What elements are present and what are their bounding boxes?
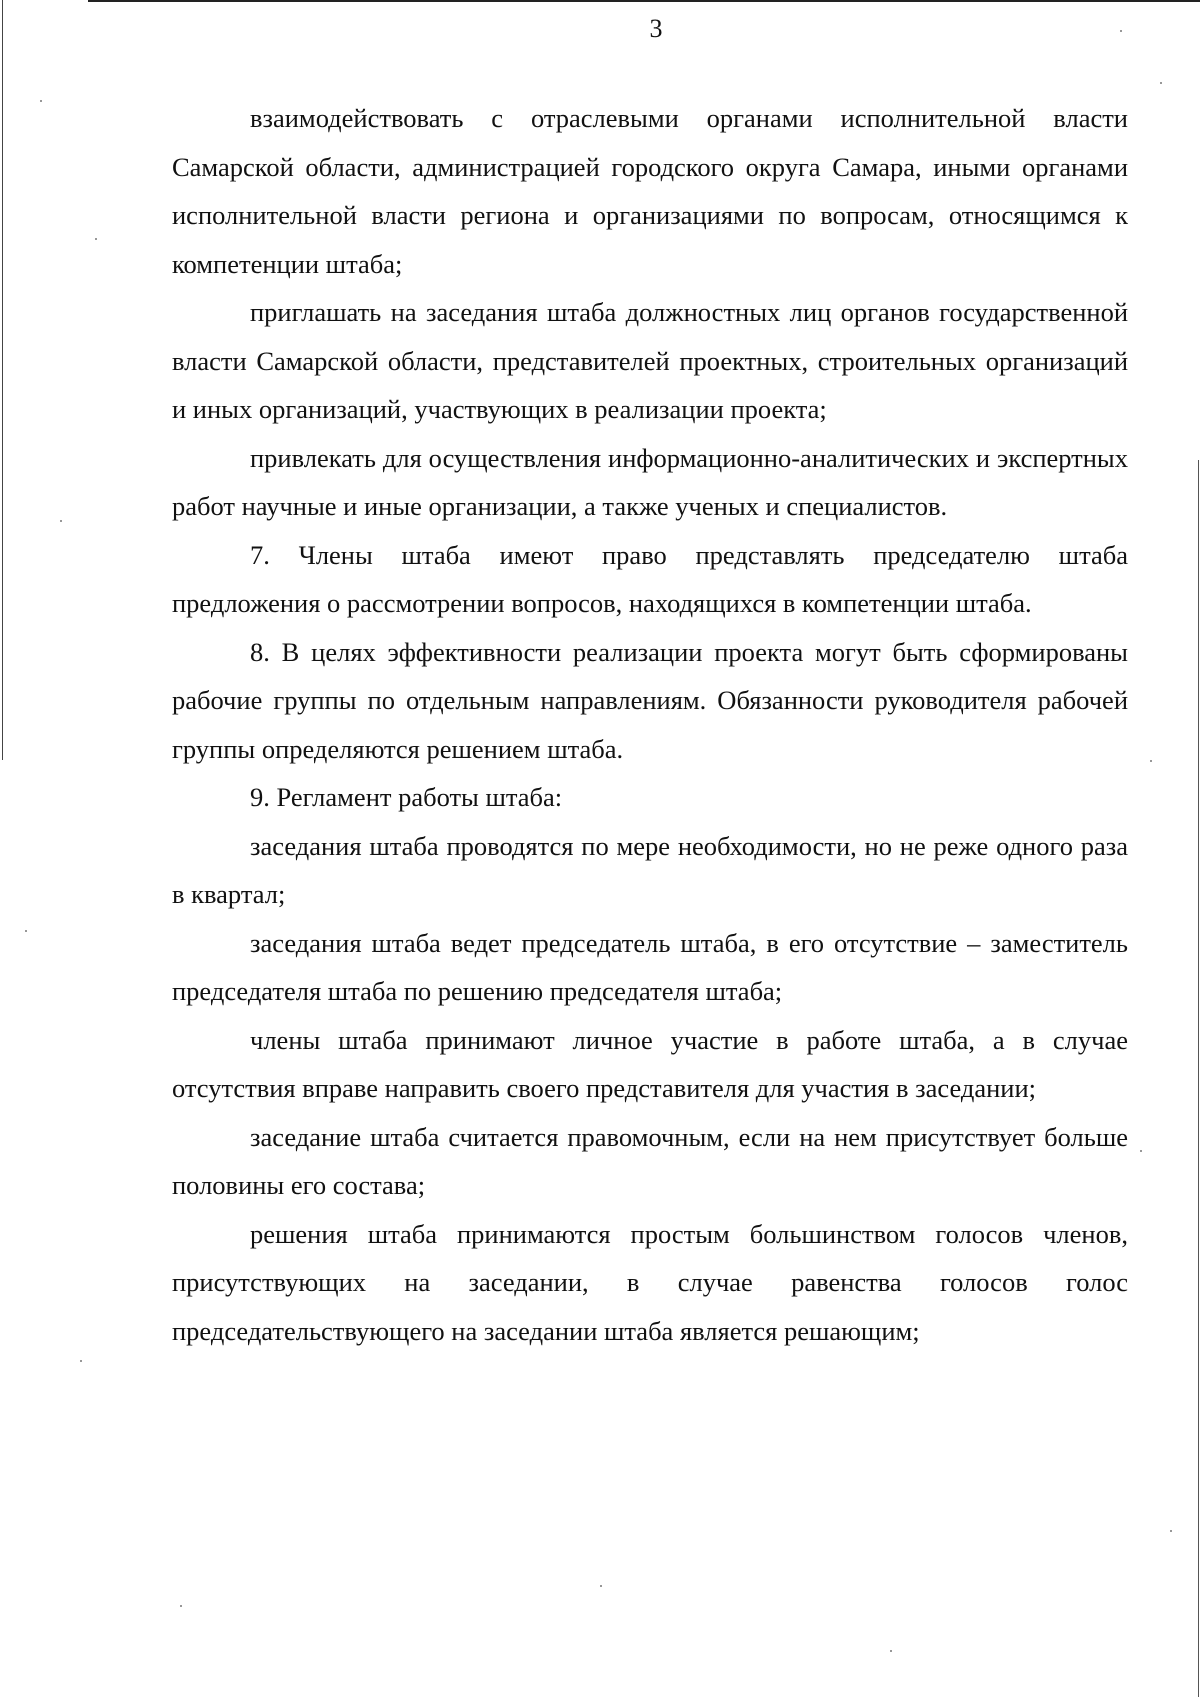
scan-speck <box>1170 1530 1172 1532</box>
scan-speck <box>95 238 97 240</box>
paragraph-engage: привлекать для осуществления информационно-аналитических и экспертных работ научные и иные организации, а также ученых и специалистов. <box>172 442 1128 521</box>
scan-speck <box>1140 1150 1142 1152</box>
scan-speck <box>1160 82 1162 84</box>
scan-speck <box>1120 30 1122 32</box>
paragraph-quorum: заседание штаба считается правомочным, если на нем присутствует больше половины его состава; <box>172 1121 1128 1200</box>
left-border-line <box>2 0 3 760</box>
paragraph-invite: приглашать на заседания штаба должностных лиц органов государственной власти Самарской области, представителей проектных, строительных организаций и иных организаций, участвующих в реализации проекта; <box>172 297 1128 424</box>
paragraph-meetings-chair: заседания штаба ведет председатель штаба, в его отсутствие – заместитель председателя штаба по решению председателя штаба; <box>172 927 1128 1006</box>
paragraph-item-8: 8. В целях эффективности реализации проекта могут быть сформированы рабочие группы по отдельным направлениям. Обязанности руководителя рабочей группы определяются решением штаба. <box>172 636 1128 764</box>
scan-speck <box>25 930 27 932</box>
scan-speck <box>80 1360 82 1362</box>
scan-speck <box>890 1650 892 1652</box>
paragraph-item-9: 9. Регламент работы штаба: <box>250 782 563 812</box>
paragraph-meetings-frequency: заседания штаба проводятся по мере необходимости, но не реже одного раза в квартал; <box>172 830 1128 909</box>
paragraph-members-participation: члены штаба принимают личное участие в работе штаба, а в случае отсутствия вправе направить своего представителя для участия в заседании; <box>172 1024 1128 1103</box>
scan-speck <box>600 1585 602 1587</box>
scan-speck <box>60 520 62 522</box>
right-border-line <box>1198 460 1199 1697</box>
top-border-line <box>88 0 1200 2</box>
paragraph-decisions: решения штаба принимаются простым большинством голосов членов, присутствующих на заседании, в случае равенства голосов голос председательствующего на заседании штаба является решающим; <box>172 1218 1128 1346</box>
scan-speck <box>40 100 42 102</box>
document-body <box>172 94 1128 1355</box>
scan-speck <box>1150 760 1152 762</box>
page-number: 3 <box>649 14 663 43</box>
scan-speck <box>180 1605 182 1607</box>
paragraph-item-7: 7. Члены штаба имеют право представлять председателю штаба предложения о рассмотрении вопросов, находящихся в компетенции штаба. <box>172 539 1128 618</box>
paragraph-interact: взаимодействовать с отраслевыми органами исполнительной власти Самарской области, администрацией городского округа Самара, иными органами исполнительной власти региона и организациями по вопросам, относящимся к компетенции штаба; <box>172 103 1128 279</box>
